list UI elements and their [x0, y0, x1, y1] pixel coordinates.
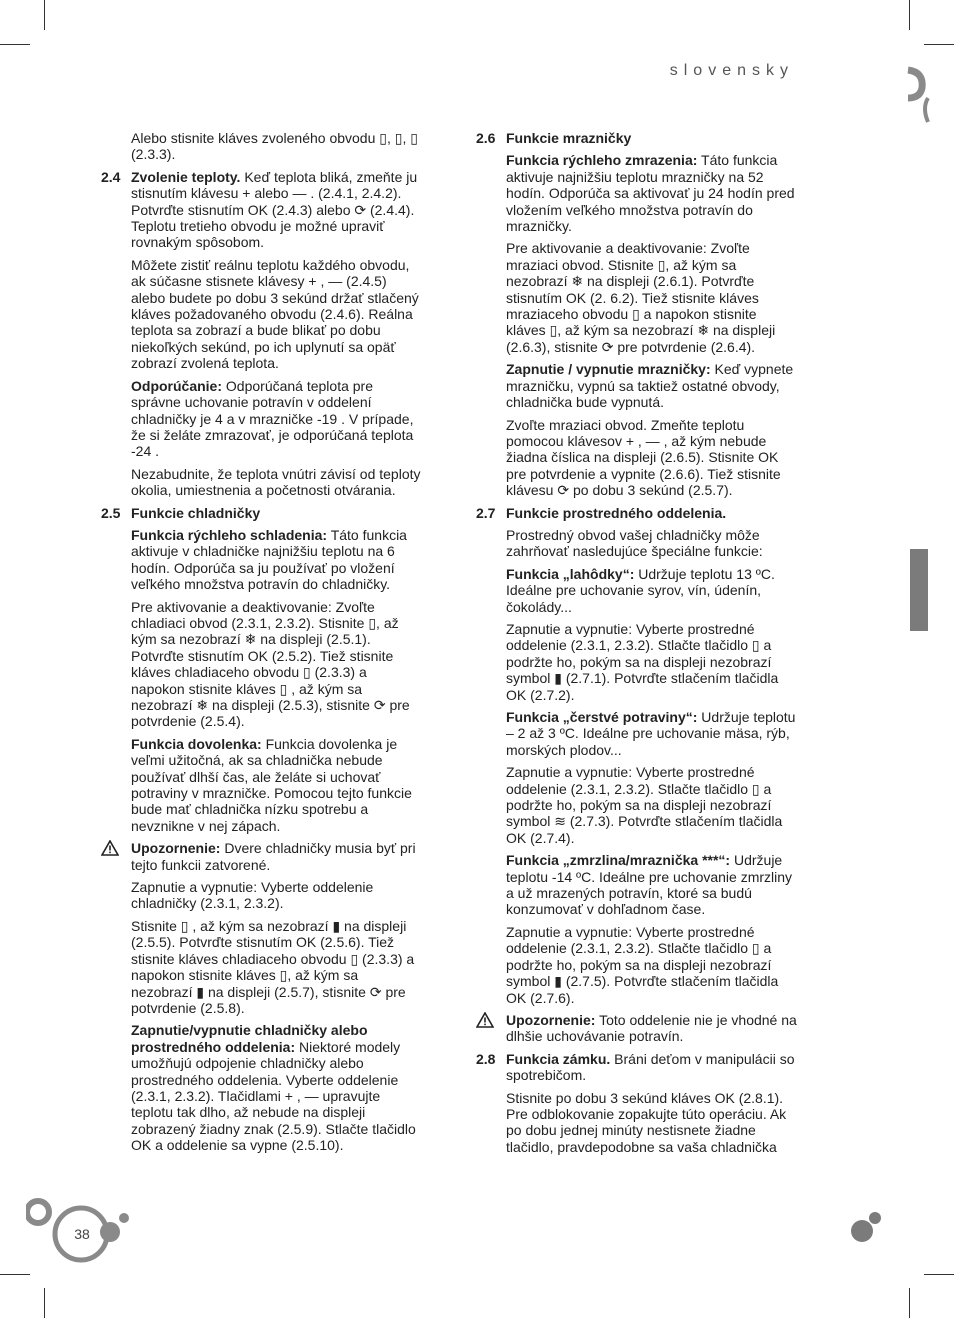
paragraph [476, 240, 798, 355]
section [476, 1051, 798, 1084]
section-text: Keď teplota bliká, zmeňte ju stisnutím klávesu + alebo — . (2.4.1, 2.4.2). Potvrďte stisnutím OK (2.4.3) alebo ⟳ (2.4.4). Teplotu tretieho obvodu je možné upraviť rovnakým spôsobom. [131, 168, 418, 251]
paragraph-text: Pre aktivovanie a deaktivovanie: Zvoľte mraziaci obvod. Stisnite ▯, až kým sa nezobrazí ❄ na displeji (2.6.1). Potvrďte stisnutím OK (2. 6.2). Tiež stisnite kláves mraziaceho obvodu ▯ a napokon stisnite kláves ▯, až kým sa nezobrazí ❄ na displeji (2.6.3), stisnite ⟳ pre potvrdenie (2.6.4). [506, 240, 776, 355]
paragraph [476, 417, 798, 499]
warning-note [101, 840, 423, 873]
paragraph-text: Zapnutie a vypnutie: Vyberte prostredné oddelenie (2.3.1, 2.3.2). Stlačte tlačidlo ▯ a podržte ho, pokým sa na displeji nezobrazí symbol ▮ (2.7.5). Potvrďte stlačením tlačidla OK (2.7.6). [506, 923, 779, 1006]
paragraph-text: Keď vypnete mrazničku, vypnú sa taktiež ostatné obvody, chladnička bude vypnutá. [506, 361, 794, 411]
section [476, 130, 798, 146]
paragraph [476, 1090, 798, 1156]
paragraph [476, 764, 798, 846]
section-title: Zvolenie teploty. [131, 168, 241, 185]
paragraph [101, 257, 423, 372]
paragraph-lead: Zapnutie/vypnutie chladničky alebo prostredného oddelenia: [131, 1022, 368, 1055]
section-tab-marker [910, 549, 928, 631]
paragraph-lead: Funkcia dovolenka: [131, 735, 262, 752]
paragraph-text: Stisnite po dobu 3 sekúnd kláves OK (2.8.1). Pre odblokovanie zopakujte túto operáciu. Ak po dobu jednej minúty nestisnete žiadne tlačidlo, pravdepodobne sa vaša chladnička [506, 1089, 787, 1155]
warning-title: Upozornenie: [506, 1011, 596, 1028]
paragraph [101, 378, 423, 460]
paragraph [101, 130, 423, 163]
paragraph-lead: Zapnutie / vypnutie mrazničky: [506, 361, 711, 378]
paragraph-text: Zapnutie a vypnutie: Vyberte prostredné oddelenie (2.3.1, 2.3.2). Stlačte tlačidlo ▯ a podržte ho, pokým sa na displeji nezobrazí symbol ▮ (2.7.1). Potvrďte stlačením tlačidla OK (2.7.2). [506, 620, 779, 703]
paragraph [476, 924, 798, 1006]
warning-icon [101, 840, 119, 856]
warning-note [476, 1012, 798, 1045]
paragraph-text: Nezabudnite, že teplota vnútri závisí od teploty okolia, umiestnenia a početnosti otvárania. [131, 465, 421, 499]
paragraph-lead: Funkcia „lahôdky“: [506, 565, 635, 582]
crop-mark [0, 44, 30, 45]
paragraph-text: Táto funkcia aktivuje najnižšiu teplotu mrazničky na 52 hodín. Odporúča sa aktivovať ju 24 hodín pred vložením veľkého množstva potravín do mrazničky. [506, 152, 795, 235]
paragraph-lead: Funkcia rýchleho schladenia: [131, 526, 328, 543]
paragraph [101, 1022, 423, 1153]
brand-logo-icon [902, 64, 932, 124]
right-column [476, 130, 798, 1161]
paragraph-text: Zapnutie a vypnutie: Vyberte prostredné oddelenie (2.3.1, 2.3.2). Stlačte tlačidlo ▯ a podržte ho, pokým sa na displeji nezobrazí symbol ≋ (2.7.3). Potvrďte stlačením tlačidla OK (2.7.4). [506, 764, 783, 846]
paragraph-text: Udržuje teplotu – 2 až 3 ºC. Ideálne pre uchovanie mäsa, rýb, morských plodov... [506, 709, 796, 758]
warning-icon [476, 1012, 494, 1028]
paragraph-lead: Funkcia „zmrzlina/mraznička ***“: [506, 852, 731, 869]
section [101, 169, 423, 251]
paragraph [101, 879, 423, 912]
paragraph-lead: Funkcia rýchleho zmrazenia: [506, 152, 698, 169]
paragraph [101, 599, 423, 730]
paragraph-text: Môžete zistiť reálnu teplotu každého obvodu, ak súčasne stisnete klávesy + , — (2.4.5) alebo budete po dobu 3 sekúnd držať stlačený kláves požadovaného obvodu (2.4.6). Reálna teplota sa zobrazí a bude blikať po dobu niekoľkých sekúnd, po ich uplynutí sa opäť zobrazí zvolená teplota. [131, 256, 419, 372]
paragraph-text: Stisnite ▯ , až kým sa nezobrazí ▮ na displeji (2.5.5). Potvrďte stisnutím OK (2.5.6). Tiež stisnite kláves chladiaceho obvodu ▯ (2.3.3) a napokon stisnite kláves ▯, až kým sa nezobrazí ▮ na displeji (2.5.7), stisnite ⟳ pre potvrdenie (2.5.8). [131, 917, 415, 1016]
section-number: 2.6 [476, 130, 496, 146]
crop-mark [909, 0, 910, 30]
paragraph [476, 527, 798, 560]
warning-text: Dvere chladničky musia byť pri tejto funkcii zatvorené. [131, 840, 416, 873]
warning-text: Toto oddelenie nie je vhodné na dlhšie uchovávanie potravín. [506, 1011, 797, 1045]
paragraph [476, 621, 798, 703]
paragraph [476, 709, 798, 758]
paragraph [101, 736, 423, 834]
crop-mark [909, 1288, 910, 1318]
footer-dot-icon [869, 1212, 881, 1224]
paragraph-text: Odporúčaná teplota pre správne uchovanie potravín v oddelení chladničky je 4 a v mrazničke -19 . V prípade, že si želáte zmrazovať, je odporúčaná teplota -24 . [131, 377, 414, 460]
footer-dot-icon [851, 1220, 873, 1242]
paragraph-text: Niektoré modely umožňujú odpojenie chladničky alebo prostredného oddelenia. Vyberte oddelenie (2.3.1, 2.3.2). Tlačidlami + , — upravujte teplotu tak dlho, až nebude na displeji zobrazený žiadny znak (2.5.9). Stlačte tlačidlo OK a oddelenie sa vypne (2.5.10). [131, 1038, 416, 1154]
paragraph-text: Alebo stisnite kláves zvoleného obvodu ▯, ▯, ▯ (2.3.3). [131, 130, 418, 163]
crop-mark [924, 1274, 954, 1275]
crop-mark [44, 0, 45, 30]
paragraph [476, 361, 798, 410]
page-number: 38 [74, 1226, 90, 1242]
section-number: 2.5 [101, 504, 121, 521]
paragraph-text: Táto funkcia aktivuje v chladničke najnižšiu teplotu na 6 hodín. Odporúča sa ju používať po vložení veľkého množstva potravín do chladničky. [131, 526, 407, 593]
section-number: 2.8 [476, 1050, 496, 1067]
paragraph-text: Funkcia dovolenka je veľmi užitočná, ak sa chladnička nebude používať dlhší čas, ale želáte si uchovať potraviny v mrazničke. Pomocou tejto funkcie bude mať chladnička nízku spotrebu a nevznikne v nej zápach. [131, 735, 412, 834]
paragraph-text: Udržuje teplotu 13 ºC. Ideálne pre uchovanie syrov, vín, údenín, čokolády... [506, 565, 775, 615]
paragraph-lead: Funkcia „čerstvé potraviny“: [506, 709, 698, 725]
section-title: Funkcia zámku. [506, 1050, 611, 1067]
warning-title: Upozornenie: [131, 840, 221, 857]
section [101, 505, 423, 521]
paragraph-text: Prostredný obvod vašej chladničky môže zahrňovať nasledujúce špeciálne funkcie: [506, 526, 763, 560]
paragraph-text: Pre aktivovanie a deaktivovanie: Zvoľte chladiaci obvod (2.3.1, 2.3.2). Stisnite ▯, až kým sa nezobrazí ❄ na displeji (2.5.1). Potvrďte stisnutím OK (2.5.2). Tiež stisnite kláves chladiaceho obvodu ▯ (2.3.3) a napokon stisnite kláves ▯ , až kým sa nezobrazí ❄ na displeji (2.5.3), stisnite ⟳ pre potvrdenie (2.5.4). [131, 598, 410, 730]
crop-mark [44, 1288, 45, 1318]
paragraph [476, 152, 798, 234]
section [476, 505, 798, 521]
paragraph-text: Udržuje teplotu -14 ºC. Ideálne pre uchovanie zmrzliny a už mrazených potravín, ktoré sa budú konzumovať v dohľadnom čase. [506, 852, 793, 918]
paragraph [476, 566, 798, 615]
section-title: Funkcie chladničky [131, 504, 261, 521]
paragraph-text: Zapnutie a vypnutie: Vyberte oddelenie chladničky (2.3.1, 2.3.2). [131, 879, 374, 912]
paragraph-lead: Odporúčanie: [131, 377, 223, 394]
paragraph [101, 466, 423, 499]
crop-mark [924, 44, 954, 45]
paragraph [101, 527, 423, 593]
paragraph [476, 852, 798, 918]
paragraph-text: Zvoľte mraziaci obvod. Zmeňte teplotu pomocou klávesov + , — , až kým nebude žiadna číslica na displeji (2.6.5). Stisnite OK pre potvrdenie a vypnite (2.6.6). Tiež stisnite klávesu ⟳ po dobu 3 sekúnd (2.5.7). [506, 416, 781, 499]
paragraph [101, 918, 423, 1016]
left-column [101, 130, 423, 1160]
section-title: Funkcie mrazničky [506, 130, 632, 146]
section-title: Funkcie prostredného oddelenia. [506, 504, 727, 521]
language-label: slovensky [669, 62, 794, 79]
section-number: 2.7 [476, 504, 496, 521]
section-text: Bráni deťom v manipulácii so spotrebičom. [506, 1050, 795, 1084]
crop-mark [0, 1274, 30, 1275]
section-number: 2.4 [101, 168, 121, 185]
